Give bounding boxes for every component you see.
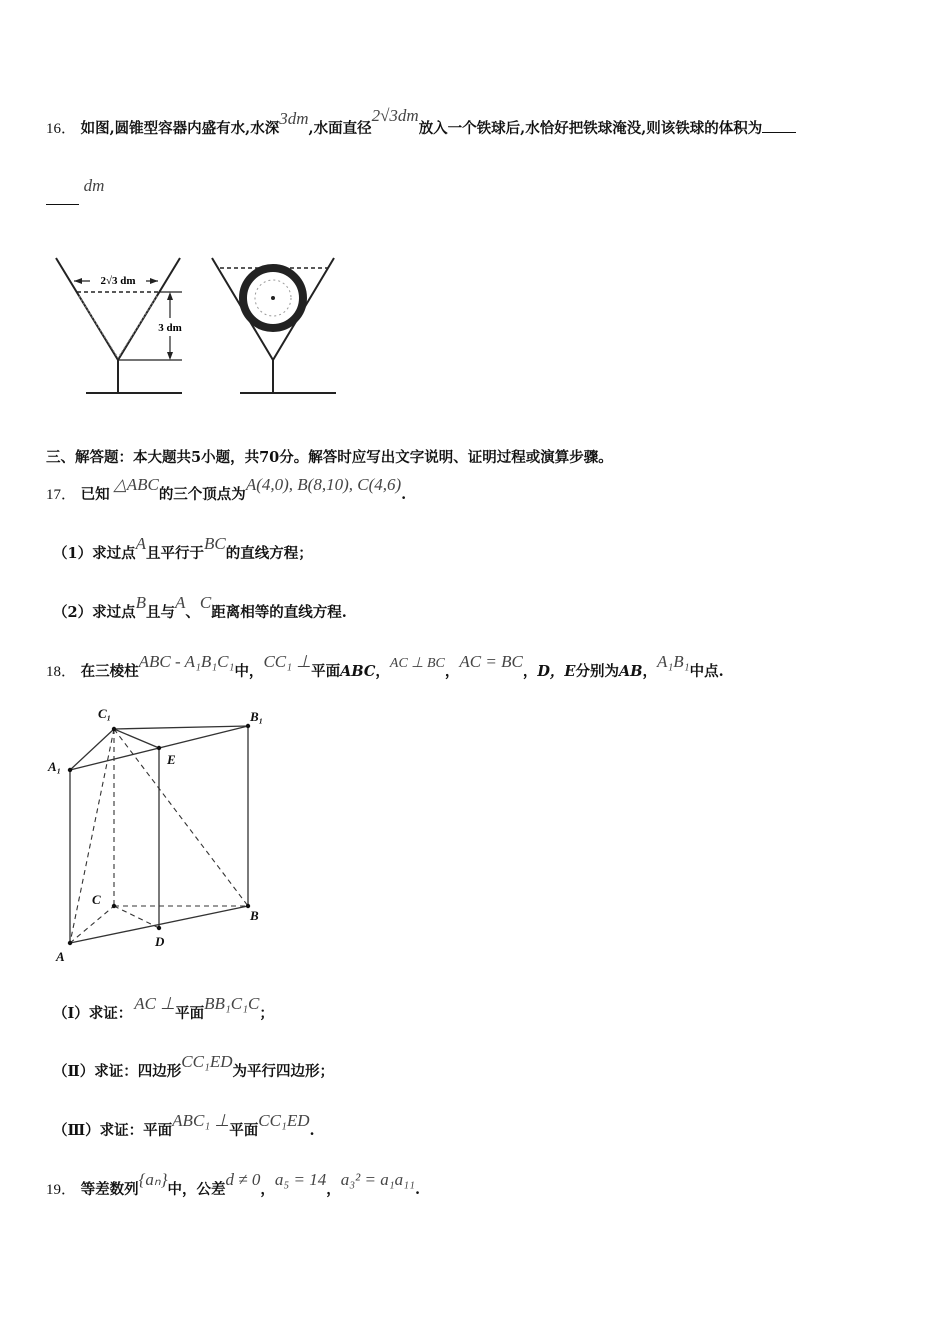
- q18-p1-text-3: ；: [259, 1005, 274, 1022]
- q17-text-3: .: [401, 486, 407, 503]
- q18-fig-label-a1: A₁: [48, 759, 62, 774]
- q18-text-7: 分别为: [575, 663, 619, 680]
- q17-part1: [53, 534, 313, 563]
- section3-heading: 三、解答题：本大题共5小题，共70分。解答时应写出文字说明、证明过程或演算步骤。: [46, 449, 613, 466]
- q16-answer-blank-2: [46, 204, 79, 205]
- q18-de: D，E: [537, 663, 576, 680]
- q18-p1-math-2: BB₁C₁C: [204, 994, 260, 1013]
- q18-text-5: ，: [444, 663, 460, 680]
- q18-equal-math: AC = BC: [459, 652, 523, 671]
- q16-depth-math: 3dm: [279, 109, 309, 128]
- q17-points-math: A(4,0), B(8,10), C(4,6): [245, 475, 402, 494]
- q19-number: 19．: [46, 1182, 77, 1198]
- q19-text-3: ，: [260, 1181, 275, 1198]
- q16-text-3: 放入一个铁球后,水恰好把铁球淹没,则该铁球的体积为: [418, 120, 763, 137]
- q17-p1-text-2: 且平行于: [145, 545, 204, 562]
- q18-p3-text-2: 平面: [229, 1122, 259, 1139]
- q19-rel-math: a₃² = a₁a₁₁: [340, 1170, 415, 1189]
- q18-fig-label-b1: B₁: [250, 709, 264, 724]
- q18-fig-label-d: D: [155, 934, 165, 949]
- q16-text-1: 如图,圆锥型容器内盛有水,水深: [80, 120, 280, 137]
- q16-unit: dm: [83, 176, 105, 195]
- q18-perp-math: CC₁ ⊥: [263, 652, 312, 671]
- q18-fig-label-b: B: [250, 908, 259, 923]
- q16-text-2: ,水面直径: [308, 120, 372, 137]
- q17-triangle-math: △ABC: [113, 475, 159, 494]
- q17-p2-text-2: 且与: [145, 604, 175, 621]
- q18-acbc-math: AC ⊥ BC: [389, 656, 445, 671]
- q18-text-3: 平面: [311, 663, 341, 680]
- q17-p1-text-3: 的直线方程；: [225, 545, 313, 562]
- q18-p1-math-1: AC ⊥: [134, 994, 176, 1013]
- q18-p3-math-2: CC₁ED: [258, 1111, 310, 1130]
- q17-text-1: 已知: [80, 486, 110, 503]
- q17-p2-point-b: B: [135, 593, 146, 612]
- q18-p2-label: （Ⅱ）求证：四边形: [53, 1063, 182, 1080]
- q19-a5-math: a₅ = 14: [274, 1170, 327, 1189]
- q18-plane-abc: ABC: [340, 663, 376, 680]
- q18-text-9: 中点.: [689, 663, 724, 680]
- q16-fig-depth-label: 3 dm: [158, 322, 182, 334]
- q19-text-1: 等差数列: [80, 1181, 139, 1198]
- q19-d-math: d ≠ 0: [225, 1170, 261, 1189]
- q18-fig-label-c1: C₁: [98, 706, 112, 721]
- q19-text-2: 中，公差: [167, 1181, 226, 1198]
- q18-fig-label-e: E: [167, 752, 176, 767]
- q18-p3-math-1: ABC₁ ⊥: [172, 1111, 230, 1130]
- q18-fig-label-a: A: [56, 949, 65, 964]
- q16-fig-diam-label: 2√3 dm: [100, 275, 136, 287]
- q17-p1-label: （1）求过点: [53, 545, 136, 562]
- q18-part3: [53, 1111, 315, 1140]
- q17-p2-text-3: 、: [185, 604, 200, 621]
- q18-text-6: ，: [522, 663, 538, 680]
- q18-figure: [46, 700, 286, 970]
- q16-line: [46, 106, 796, 138]
- q18-p3-label: （Ⅲ）求证：平面: [53, 1122, 173, 1139]
- q17-p1-point: A: [135, 534, 146, 553]
- q18-text-1: 在三棱柱: [80, 663, 139, 680]
- q18-a1b1-math: A₁B₁: [656, 652, 690, 671]
- q18-line: [46, 652, 724, 681]
- q18-part2: [53, 1052, 334, 1081]
- q18-number: 18．: [46, 664, 77, 680]
- q18-fig-label-c: C: [92, 892, 101, 907]
- q17-number: 17．: [46, 487, 77, 503]
- q17-p2-text-4: 距离相等的直线方程.: [211, 604, 347, 621]
- q18-ab: AB: [618, 663, 643, 680]
- q17-line: [46, 475, 407, 504]
- q17-p1-line: BC: [203, 534, 226, 553]
- q19-text-5: .: [414, 1181, 421, 1198]
- q18-prism-math: ABC - A₁B₁C₁: [138, 652, 235, 671]
- q19-line: [46, 1170, 421, 1199]
- q18-p2-text-2: 为平行四边形；: [232, 1063, 334, 1080]
- q16-figure: [46, 252, 346, 400]
- q16-answer-blank: [762, 132, 796, 133]
- q18-part1: [53, 994, 274, 1023]
- q17-part2: [53, 593, 347, 622]
- q19-seq-math: {aₙ}: [138, 1170, 168, 1189]
- q17-p2-point-a: A: [174, 593, 186, 612]
- q18-p1-text-2: 平面: [175, 1005, 205, 1022]
- q18-text-4: ，: [375, 663, 390, 680]
- q16-diameter-math: 2√3dm: [371, 106, 419, 125]
- q16-number: 16．: [46, 121, 77, 137]
- q18-p3-text-3: .: [309, 1122, 315, 1139]
- q17-p2-label: （2）求过点: [53, 604, 136, 621]
- q16-line-2: [46, 176, 104, 196]
- q17-text-2: 的三个顶点为: [158, 486, 246, 503]
- q18-text-8: ，: [642, 663, 657, 680]
- q18-p2-math: CC₁ED: [181, 1052, 233, 1071]
- q17-p2-point-c: C: [199, 593, 212, 612]
- q19-text-4: ，: [326, 1181, 341, 1198]
- q18-text-2: 中，: [234, 663, 264, 680]
- q18-p1-label: （Ⅰ）求证：: [53, 1005, 133, 1022]
